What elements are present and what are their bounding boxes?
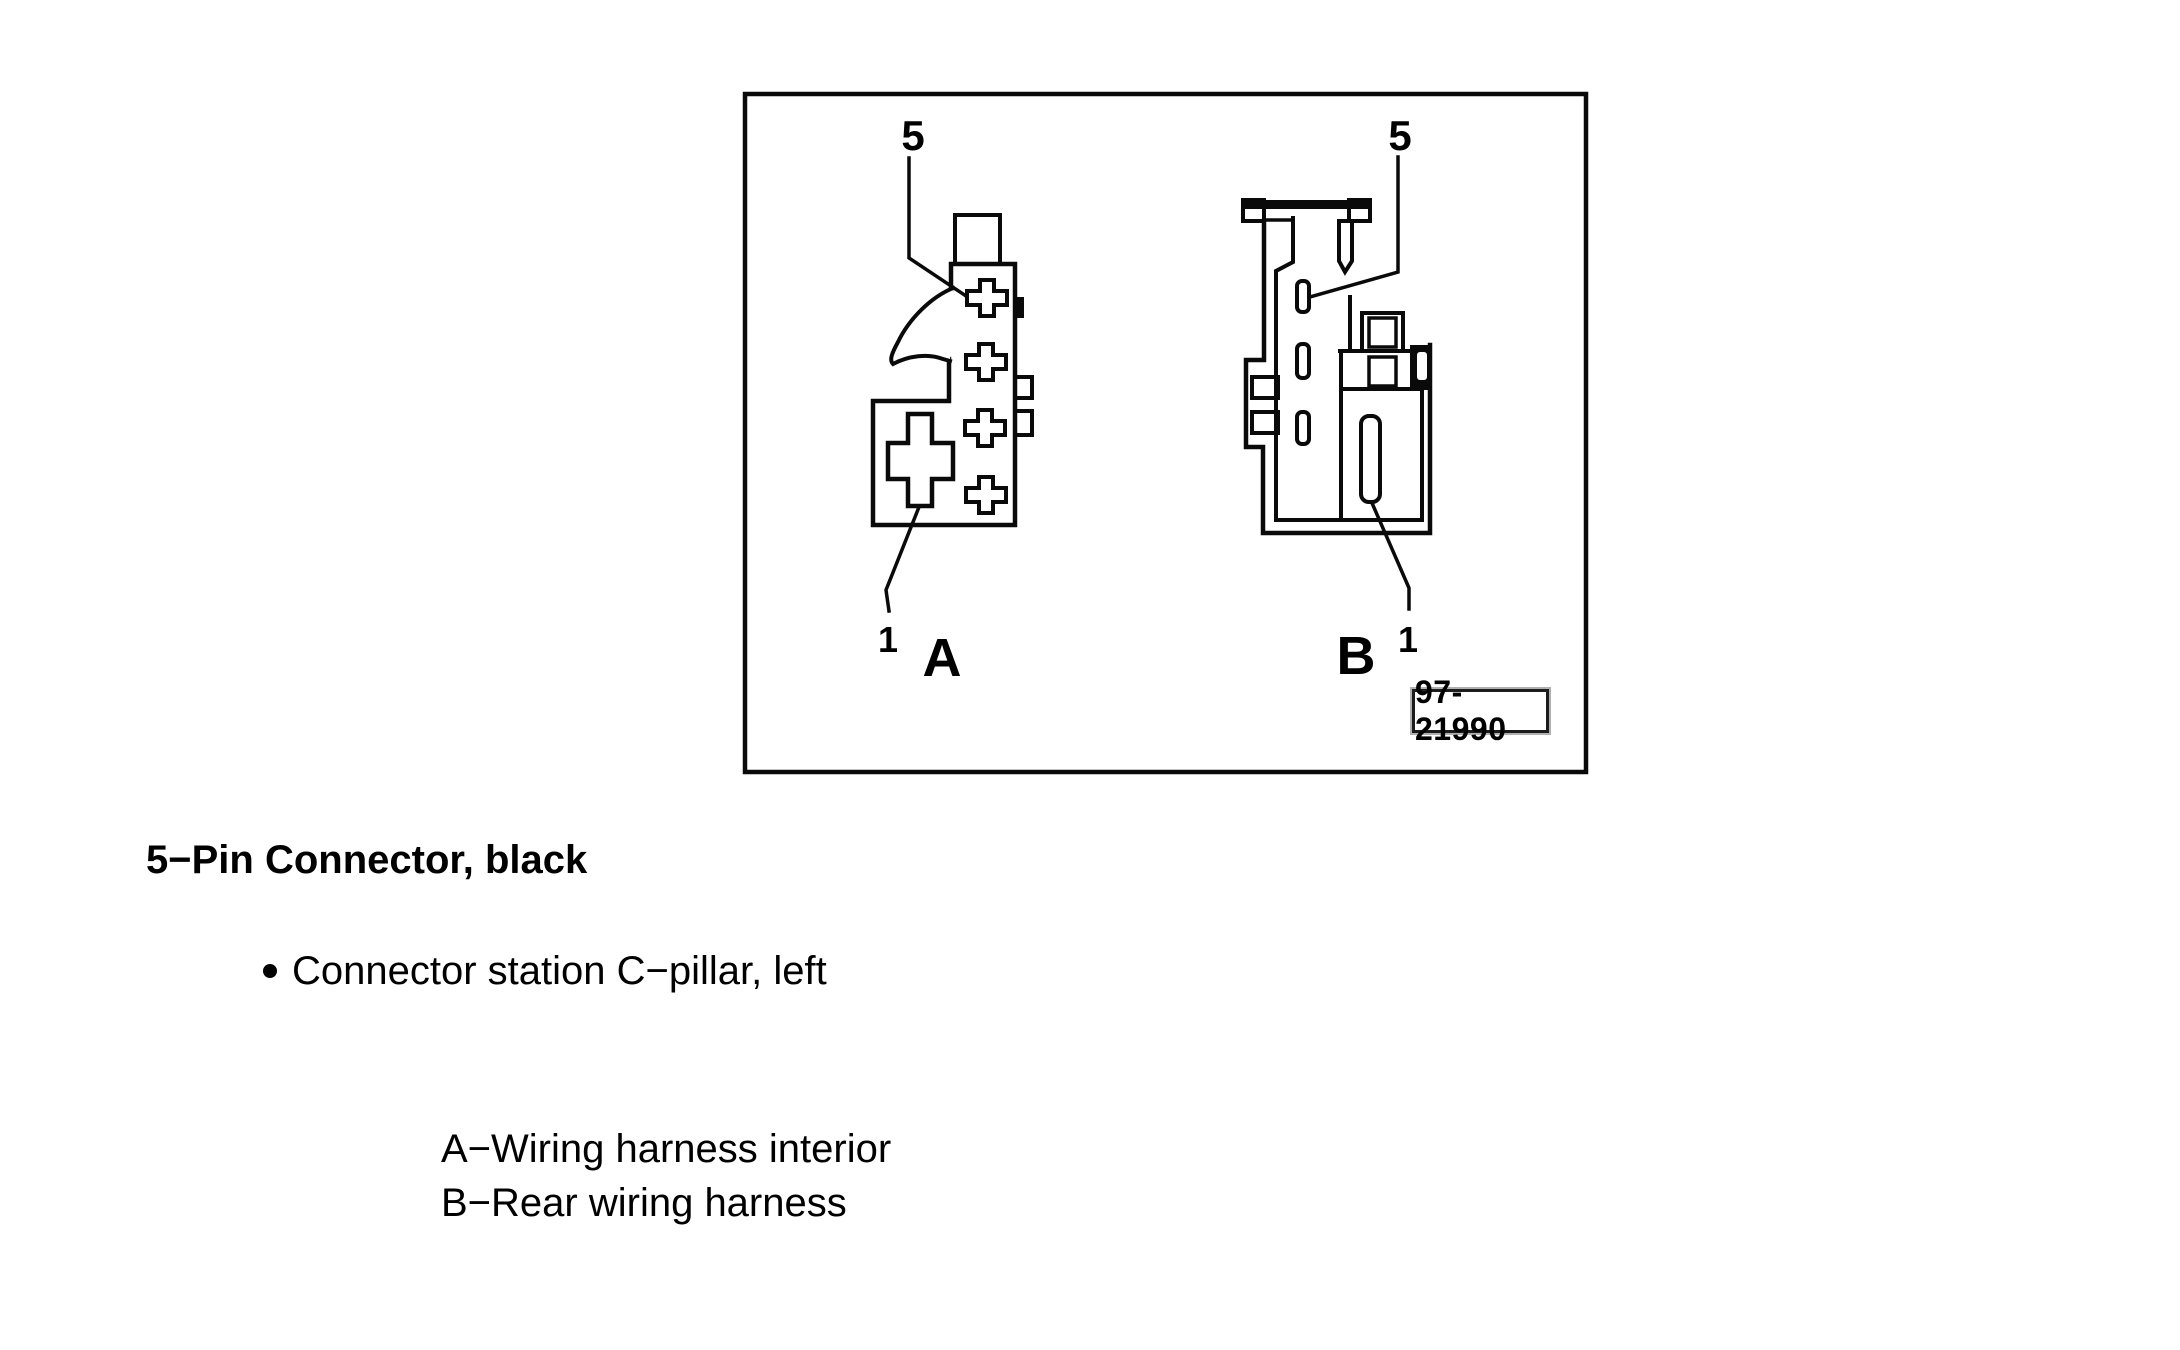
connector-a-pin-cavity-4	[966, 344, 1006, 380]
connector-b-terminal-slot-5	[1297, 281, 1309, 312]
legend-line-a: A−Wiring harness interior	[441, 1127, 892, 1171]
connector-a-hook	[891, 288, 953, 364]
connector-a-pin-cavity-3	[965, 410, 1005, 446]
connector-a-pin-cavity-1	[888, 414, 953, 506]
connector-b-drawing	[1243, 112, 1432, 686]
connector-a-latch-bump-2	[1015, 411, 1032, 435]
connector-b-terminal-slot-3	[1297, 412, 1309, 444]
connector-a-pin-cavity-2	[966, 477, 1006, 513]
connector-a-leader-pin5	[909, 158, 966, 296]
connector-a-right-nub	[1015, 297, 1024, 318]
bullet-icon	[263, 964, 277, 978]
connector-b-pin5-label: 5	[1388, 112, 1412, 159]
connector-a-pin1-label: 1	[877, 619, 899, 660]
connector-b-keyway-wall	[1339, 221, 1352, 272]
connector-a-latch-bump-1	[1015, 377, 1032, 398]
connector-a-leader-pin1	[886, 507, 919, 611]
connector-a-pin-cavity-5	[967, 280, 1007, 316]
legend-line-b: B−Rear wiring harness	[441, 1181, 847, 1225]
connector-a-pin5-label: 5	[901, 112, 925, 159]
figure-part-number: 97-21990	[1412, 689, 1549, 733]
connector-a-drawing	[873, 112, 1032, 688]
connector-b-latch-tower-cell-lower	[1369, 357, 1396, 386]
connector-b-inner-bottom-wall	[1276, 389, 1422, 520]
section-heading: 5−Pin Connector, black	[146, 838, 588, 882]
connector-b-terminal-slot-1	[1361, 416, 1380, 502]
connector-b-pin1-label: 1	[1397, 619, 1419, 660]
bullet-item-text: Connector station C−pillar, left	[292, 949, 827, 993]
figure-legend	[441, 1122, 891, 1230]
connector-b-inner-left-wall	[1276, 218, 1293, 520]
connector-b-letter: B	[1336, 626, 1376, 686]
connector-b-right-wing-slot	[1417, 352, 1427, 380]
connector-b-terminal-slot-4	[1297, 344, 1309, 378]
connector-a-top-tab	[955, 215, 1000, 264]
connector-a-letter: A	[922, 628, 962, 688]
